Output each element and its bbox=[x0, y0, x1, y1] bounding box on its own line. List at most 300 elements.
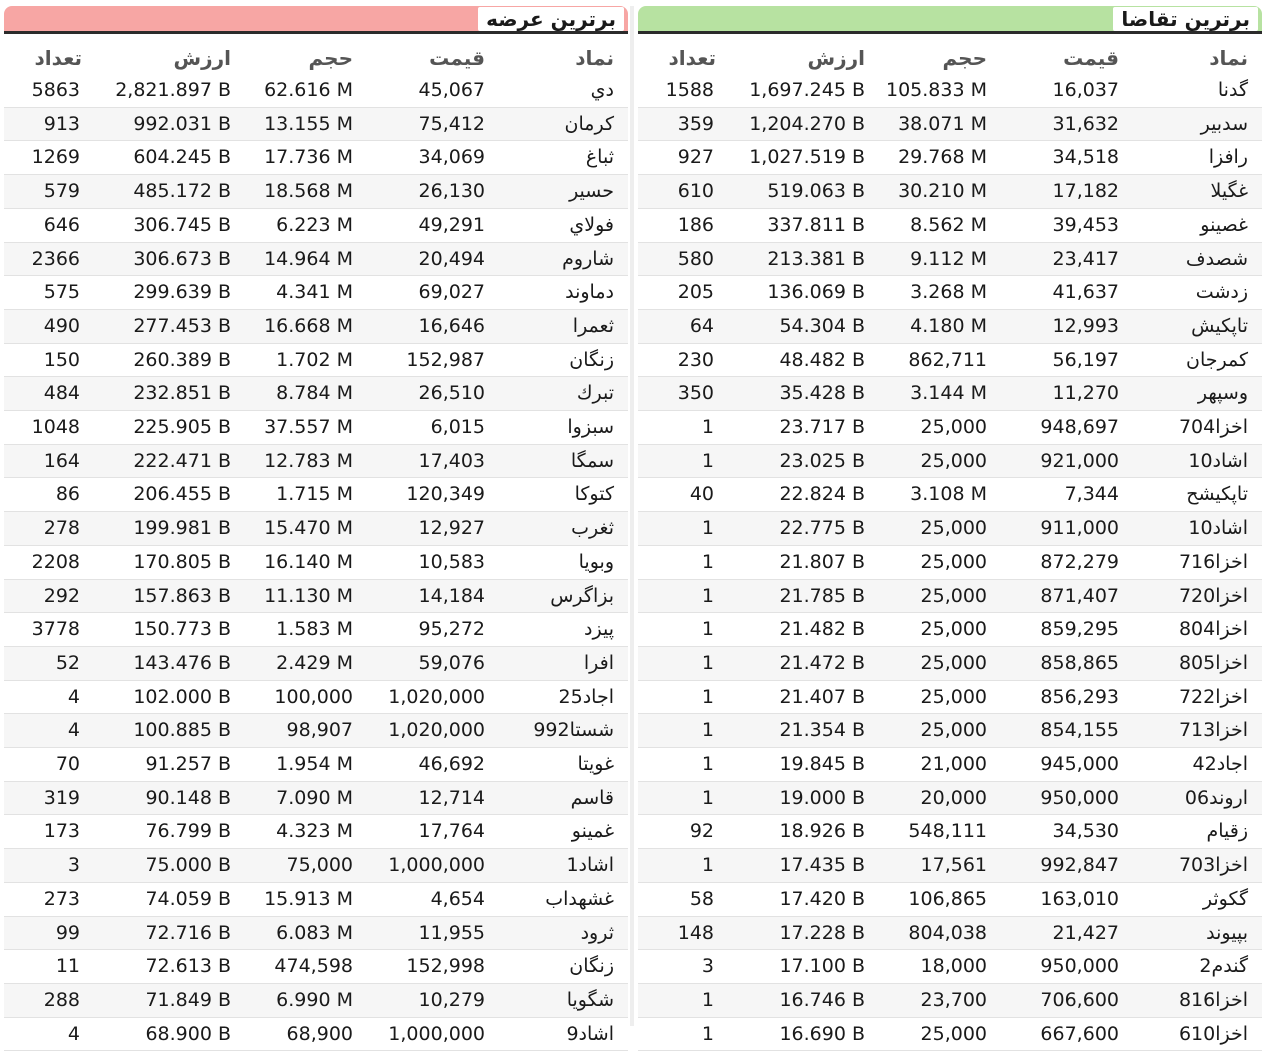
cell-volume: 14.964 M bbox=[241, 242, 363, 276]
table-row[interactable] bbox=[638, 343, 1262, 377]
table-row[interactable] bbox=[638, 714, 1262, 748]
cell-symbol[interactable]: زقيام bbox=[1129, 815, 1262, 849]
cell-volume: 1.702 M bbox=[241, 343, 363, 377]
cell-volume: 8.784 M bbox=[241, 377, 363, 411]
cell-volume: 25,000 bbox=[875, 444, 997, 478]
cell-value: 519.063 B bbox=[720, 175, 875, 209]
cell-volume: 7.090 M bbox=[241, 781, 363, 815]
cell-symbol[interactable]: گندم2 bbox=[1129, 950, 1262, 984]
cell-price: 31,632 bbox=[997, 107, 1129, 141]
cell-value: 17.435 B bbox=[720, 849, 875, 883]
column-header-price: قیمت bbox=[429, 46, 485, 70]
cell-count: 230 bbox=[638, 343, 720, 377]
cell-price: 152,987 bbox=[363, 343, 495, 377]
cell-volume: 38.071 M bbox=[875, 107, 997, 141]
cell-count: 2208 bbox=[4, 545, 86, 579]
cell-value: 102.000 B bbox=[86, 680, 241, 714]
cell-count: 2366 bbox=[4, 242, 86, 276]
cell-volume: 25,000 bbox=[875, 411, 997, 445]
cell-value: 157.863 B bbox=[86, 579, 241, 613]
table-row[interactable] bbox=[4, 882, 628, 916]
cell-price: 163,010 bbox=[997, 882, 1129, 916]
table-row[interactable] bbox=[638, 579, 1262, 613]
cell-symbol[interactable]: پيزد bbox=[495, 613, 628, 647]
table-row[interactable] bbox=[638, 141, 1262, 175]
cell-price: 17,403 bbox=[363, 444, 495, 478]
cell-symbol[interactable]: اشاد9 bbox=[495, 1017, 628, 1051]
cell-volume: 21,000 bbox=[875, 748, 997, 782]
cell-symbol[interactable]: بزاگرس bbox=[495, 579, 628, 613]
cell-count: 1 bbox=[638, 579, 720, 613]
cell-symbol[interactable]: زدشت bbox=[1129, 276, 1262, 310]
cell-price: 921,000 bbox=[997, 444, 1129, 478]
cell-value: 100.885 B bbox=[86, 714, 241, 748]
table-row[interactable] bbox=[4, 545, 628, 579]
cell-count: 4 bbox=[4, 1017, 86, 1051]
cell-value: 170.805 B bbox=[86, 545, 241, 579]
cell-symbol[interactable]: شصدف bbox=[1129, 242, 1262, 276]
cell-price: 1,020,000 bbox=[363, 680, 495, 714]
table-row[interactable] bbox=[638, 781, 1262, 815]
cell-value: 306.745 B bbox=[86, 208, 241, 242]
table-row[interactable] bbox=[4, 343, 628, 377]
cell-symbol[interactable]: ثرود bbox=[495, 916, 628, 950]
cell-volume: 11.130 M bbox=[241, 579, 363, 613]
table-row[interactable] bbox=[638, 950, 1262, 984]
cell-count: 1 bbox=[638, 646, 720, 680]
cell-value: 21.472 B bbox=[720, 646, 875, 680]
cell-symbol[interactable]: اخزا704 bbox=[1129, 411, 1262, 445]
cell-symbol[interactable]: غشهداب bbox=[495, 882, 628, 916]
cell-count: 1 bbox=[638, 613, 720, 647]
cell-volume: 25,000 bbox=[875, 646, 997, 680]
cell-value: 21.785 B bbox=[720, 579, 875, 613]
table-row[interactable] bbox=[4, 613, 628, 647]
cell-volume: 25,000 bbox=[875, 1017, 997, 1051]
cell-price: 34,518 bbox=[997, 141, 1129, 175]
cell-price: 10,583 bbox=[363, 545, 495, 579]
cell-value: 306.673 B bbox=[86, 242, 241, 276]
cell-price: 59,076 bbox=[363, 646, 495, 680]
top-supply-table bbox=[4, 34, 628, 1051]
cell-volume: 17.736 M bbox=[241, 141, 363, 175]
cell-price: 120,349 bbox=[363, 478, 495, 512]
cell-volume: 548,111 bbox=[875, 815, 997, 849]
cell-symbol[interactable]: اجاد42 bbox=[1129, 748, 1262, 782]
cell-symbol[interactable]: اخزا722 bbox=[1129, 680, 1262, 714]
cell-count: 1 bbox=[638, 411, 720, 445]
cell-volume: 16.668 M bbox=[241, 309, 363, 343]
cell-volume: 75,000 bbox=[241, 849, 363, 883]
cell-count: 319 bbox=[4, 781, 86, 815]
table-row[interactable] bbox=[638, 1017, 1262, 1051]
cell-symbol[interactable]: ثغرب bbox=[495, 512, 628, 546]
table-row[interactable] bbox=[4, 411, 628, 445]
cell-symbol[interactable]: حسير bbox=[495, 175, 628, 209]
cell-volume: 2.429 M bbox=[241, 646, 363, 680]
cell-value: 17.420 B bbox=[720, 882, 875, 916]
cell-symbol[interactable]: اخزا720 bbox=[1129, 579, 1262, 613]
cell-count: 913 bbox=[4, 107, 86, 141]
cell-count: 1 bbox=[638, 545, 720, 579]
table-row[interactable] bbox=[638, 107, 1262, 141]
table-row[interactable] bbox=[638, 512, 1262, 546]
cell-price: 871,407 bbox=[997, 579, 1129, 613]
cell-symbol[interactable]: كمرجان bbox=[1129, 343, 1262, 377]
table-row[interactable] bbox=[638, 444, 1262, 478]
table-row[interactable] bbox=[4, 309, 628, 343]
table-row[interactable] bbox=[4, 208, 628, 242]
cell-price: 12,927 bbox=[363, 512, 495, 546]
cell-value: 21.354 B bbox=[720, 714, 875, 748]
table-row[interactable] bbox=[638, 849, 1262, 883]
cell-value: 232.851 B bbox=[86, 377, 241, 411]
table-row[interactable] bbox=[638, 815, 1262, 849]
table-row[interactable] bbox=[4, 983, 628, 1017]
cell-symbol[interactable]: غمينو bbox=[495, 815, 628, 849]
table-header-row bbox=[4, 34, 628, 74]
cell-volume: 6.990 M bbox=[241, 983, 363, 1017]
cell-symbol[interactable]: بپيوند bbox=[1129, 916, 1262, 950]
cell-symbol[interactable]: وسپهر bbox=[1129, 377, 1262, 411]
cell-value: 136.069 B bbox=[720, 276, 875, 310]
table-row[interactable] bbox=[638, 613, 1262, 647]
table-row[interactable] bbox=[4, 646, 628, 680]
cell-symbol[interactable]: تاپكيش bbox=[1129, 309, 1262, 343]
cell-symbol[interactable]: گدنا bbox=[1129, 74, 1262, 107]
table-row[interactable] bbox=[638, 242, 1262, 276]
cell-price: 16,646 bbox=[363, 309, 495, 343]
table-row[interactable] bbox=[4, 377, 628, 411]
cell-value: 260.389 B bbox=[86, 343, 241, 377]
cell-price: 95,272 bbox=[363, 613, 495, 647]
column-header-volume: حجم bbox=[308, 46, 353, 70]
cell-volume: 13.155 M bbox=[241, 107, 363, 141]
top-supply-rows bbox=[4, 74, 628, 1051]
cell-price: 12,993 bbox=[997, 309, 1129, 343]
cell-volume: 105.833 M bbox=[875, 74, 997, 107]
cell-value: 17.100 B bbox=[720, 950, 875, 984]
panel-divider bbox=[630, 6, 634, 1026]
cell-count: 490 bbox=[4, 309, 86, 343]
table-row[interactable] bbox=[4, 512, 628, 546]
cell-value: 72.716 B bbox=[86, 916, 241, 950]
cell-count: 1 bbox=[638, 680, 720, 714]
table-row[interactable] bbox=[638, 882, 1262, 916]
cell-price: 49,291 bbox=[363, 208, 495, 242]
cell-value: 75.000 B bbox=[86, 849, 241, 883]
cell-symbol[interactable]: سبزوا bbox=[495, 411, 628, 445]
cell-value: 19.000 B bbox=[720, 781, 875, 815]
cell-count: 52 bbox=[4, 646, 86, 680]
cell-symbol[interactable]: اخزا805 bbox=[1129, 646, 1262, 680]
cell-price: 26,130 bbox=[363, 175, 495, 209]
cell-count: 1048 bbox=[4, 411, 86, 445]
cell-volume: 25,000 bbox=[875, 680, 997, 714]
cell-symbol[interactable]: زنگان bbox=[495, 343, 628, 377]
cell-count: 4 bbox=[4, 680, 86, 714]
top-demand-header bbox=[638, 6, 1262, 34]
cell-value: 23.717 B bbox=[720, 411, 875, 445]
cell-symbol[interactable]: دي bbox=[495, 74, 628, 107]
column-header-price: قیمت bbox=[1063, 46, 1119, 70]
column-header-count: تعداد bbox=[668, 46, 716, 70]
cell-volume: 804,038 bbox=[875, 916, 997, 950]
table-row[interactable] bbox=[638, 377, 1262, 411]
cell-value: 222.471 B bbox=[86, 444, 241, 478]
cell-count: 186 bbox=[638, 208, 720, 242]
cell-symbol[interactable]: زنگان bbox=[495, 950, 628, 984]
column-header-value: ارزش bbox=[807, 46, 865, 70]
cell-count: 1 bbox=[638, 781, 720, 815]
cell-price: 950,000 bbox=[997, 781, 1129, 815]
cell-value: 150.773 B bbox=[86, 613, 241, 647]
table-row[interactable] bbox=[638, 411, 1262, 445]
cell-symbol[interactable]: شستا992 bbox=[495, 714, 628, 748]
table-row[interactable] bbox=[4, 444, 628, 478]
top-supply-title: برترین عرضه bbox=[478, 7, 624, 31]
cell-volume: 25,000 bbox=[875, 579, 997, 613]
cell-symbol[interactable]: اشاد10 bbox=[1129, 512, 1262, 546]
cell-value: 213.381 B bbox=[720, 242, 875, 276]
cell-value: 1,697.245 B bbox=[720, 74, 875, 107]
cell-price: 41,637 bbox=[997, 276, 1129, 310]
table-row[interactable] bbox=[4, 950, 628, 984]
cell-count: 40 bbox=[638, 478, 720, 512]
table-row[interactable] bbox=[638, 208, 1262, 242]
cell-price: 7,344 bbox=[997, 478, 1129, 512]
cell-count: 58 bbox=[638, 882, 720, 916]
cell-volume: 15.470 M bbox=[241, 512, 363, 546]
cell-price: 6,015 bbox=[363, 411, 495, 445]
table-row[interactable] bbox=[4, 74, 628, 107]
cell-value: 76.799 B bbox=[86, 815, 241, 849]
cell-symbol[interactable]: اخزا716 bbox=[1129, 545, 1262, 579]
cell-volume: 98,907 bbox=[241, 714, 363, 748]
cell-symbol[interactable]: دماوند bbox=[495, 276, 628, 310]
cell-volume: 4.180 M bbox=[875, 309, 997, 343]
cell-volume: 62.616 M bbox=[241, 74, 363, 107]
cell-volume: 3.268 M bbox=[875, 276, 997, 310]
cell-volume: 6.083 M bbox=[241, 916, 363, 950]
table-row[interactable] bbox=[638, 748, 1262, 782]
table-row[interactable] bbox=[4, 815, 628, 849]
table-row[interactable] bbox=[4, 781, 628, 815]
cell-symbol[interactable]: اخزا610 bbox=[1129, 1017, 1262, 1051]
cell-count: 1 bbox=[638, 444, 720, 478]
table-row[interactable] bbox=[638, 916, 1262, 950]
table-row[interactable] bbox=[638, 680, 1262, 714]
cell-volume: 25,000 bbox=[875, 613, 997, 647]
cell-value: 206.455 B bbox=[86, 478, 241, 512]
table-row[interactable] bbox=[4, 579, 628, 613]
cell-count: 1588 bbox=[638, 74, 720, 107]
cell-price: 39,453 bbox=[997, 208, 1129, 242]
cell-price: 948,697 bbox=[997, 411, 1129, 445]
cell-price: 34,530 bbox=[997, 815, 1129, 849]
cell-symbol[interactable]: غصينو bbox=[1129, 208, 1262, 242]
cell-symbol[interactable]: شگويا bbox=[495, 983, 628, 1017]
cell-count: 5863 bbox=[4, 74, 86, 107]
cell-volume: 4.323 M bbox=[241, 815, 363, 849]
cell-volume: 25,000 bbox=[875, 545, 997, 579]
table-row[interactable] bbox=[4, 175, 628, 209]
table-row[interactable] bbox=[4, 276, 628, 310]
cell-value: 22.775 B bbox=[720, 512, 875, 546]
cell-symbol[interactable]: سمگا bbox=[495, 444, 628, 478]
cell-volume: 1.715 M bbox=[241, 478, 363, 512]
cell-value: 199.981 B bbox=[86, 512, 241, 546]
table-row[interactable] bbox=[638, 309, 1262, 343]
cell-symbol[interactable]: اخزا713 bbox=[1129, 714, 1262, 748]
table-row[interactable] bbox=[4, 141, 628, 175]
top-demand-title: برترین تقاضا bbox=[1113, 7, 1258, 31]
cell-count: 1 bbox=[638, 1017, 720, 1051]
cell-count: 1 bbox=[638, 512, 720, 546]
cell-symbol[interactable]: كتوكا bbox=[495, 478, 628, 512]
table-row[interactable] bbox=[4, 714, 628, 748]
cell-volume: 37.557 M bbox=[241, 411, 363, 445]
cell-price: 859,295 bbox=[997, 613, 1129, 647]
cell-value: 35.428 B bbox=[720, 377, 875, 411]
table-row[interactable] bbox=[4, 1017, 628, 1051]
cell-count: 288 bbox=[4, 983, 86, 1017]
cell-price: 950,000 bbox=[997, 950, 1129, 984]
table-row[interactable] bbox=[638, 646, 1262, 680]
cell-count: 646 bbox=[4, 208, 86, 242]
cell-price: 75,412 bbox=[363, 107, 495, 141]
cell-symbol[interactable]: اجاد25 bbox=[495, 680, 628, 714]
table-row[interactable] bbox=[638, 175, 1262, 209]
cell-volume: 862,711 bbox=[875, 343, 997, 377]
top-demand-table bbox=[638, 34, 1262, 1051]
cell-count: 575 bbox=[4, 276, 86, 310]
column-header-symbol: نماد bbox=[575, 46, 614, 70]
cell-symbol[interactable]: ثباغ bbox=[495, 141, 628, 175]
table-header-row bbox=[638, 34, 1262, 74]
cell-count: 64 bbox=[638, 309, 720, 343]
cell-volume: 1.954 M bbox=[241, 748, 363, 782]
cell-symbol[interactable]: تبرك bbox=[495, 377, 628, 411]
cell-volume: 29.768 M bbox=[875, 141, 997, 175]
table-row[interactable] bbox=[4, 242, 628, 276]
cell-price: 1,020,000 bbox=[363, 714, 495, 748]
cell-price: 667,600 bbox=[997, 1017, 1129, 1051]
cell-price: 152,998 bbox=[363, 950, 495, 984]
cell-volume: 20,000 bbox=[875, 781, 997, 815]
cell-price: 69,027 bbox=[363, 276, 495, 310]
cell-symbol[interactable]: كرمان bbox=[495, 107, 628, 141]
top-demand-rows bbox=[638, 74, 1262, 1051]
cell-price: 706,600 bbox=[997, 983, 1129, 1017]
table-row[interactable] bbox=[4, 849, 628, 883]
cell-symbol[interactable]: اخزا816 bbox=[1129, 983, 1262, 1017]
cell-symbol[interactable]: اروند06 bbox=[1129, 781, 1262, 815]
cell-price: 911,000 bbox=[997, 512, 1129, 546]
table-row[interactable] bbox=[638, 74, 1262, 107]
cell-value: 19.845 B bbox=[720, 748, 875, 782]
cell-value: 337.811 B bbox=[720, 208, 875, 242]
cell-volume: 25,000 bbox=[875, 714, 997, 748]
cell-symbol[interactable]: اخزا804 bbox=[1129, 613, 1262, 647]
cell-value: 71.849 B bbox=[86, 983, 241, 1017]
cell-count: 292 bbox=[4, 579, 86, 613]
cell-count: 86 bbox=[4, 478, 86, 512]
cell-value: 23.025 B bbox=[720, 444, 875, 478]
cell-price: 21,427 bbox=[997, 916, 1129, 950]
cell-count: 610 bbox=[638, 175, 720, 209]
cell-price: 23,417 bbox=[997, 242, 1129, 276]
cell-price: 45,067 bbox=[363, 74, 495, 107]
table-row[interactable] bbox=[4, 916, 628, 950]
top-supply-header bbox=[4, 6, 628, 34]
cell-symbol[interactable]: اشاد10 bbox=[1129, 444, 1262, 478]
cell-value: 54.304 B bbox=[720, 309, 875, 343]
cell-symbol[interactable]: شاروم bbox=[495, 242, 628, 276]
cell-symbol[interactable]: اشاد1 bbox=[495, 849, 628, 883]
cell-value: 21.407 B bbox=[720, 680, 875, 714]
cell-value: 485.172 B bbox=[86, 175, 241, 209]
cell-count: 3 bbox=[4, 849, 86, 883]
cell-value: 90.148 B bbox=[86, 781, 241, 815]
cell-symbol[interactable]: غگيلا bbox=[1129, 175, 1262, 209]
cell-symbol[interactable]: قاسم bbox=[495, 781, 628, 815]
cell-price: 17,764 bbox=[363, 815, 495, 849]
cell-count: 580 bbox=[638, 242, 720, 276]
cell-price: 858,865 bbox=[997, 646, 1129, 680]
cell-symbol[interactable]: رافزا bbox=[1129, 141, 1262, 175]
cell-count: 1 bbox=[638, 983, 720, 1017]
cell-volume: 9.112 M bbox=[875, 242, 997, 276]
cell-symbol[interactable]: غويتا bbox=[495, 748, 628, 782]
table-row[interactable] bbox=[638, 545, 1262, 579]
table-row[interactable] bbox=[4, 748, 628, 782]
table-row[interactable] bbox=[4, 107, 628, 141]
cell-volume: 3.108 M bbox=[875, 478, 997, 512]
cell-count: 273 bbox=[4, 882, 86, 916]
cell-volume: 106,865 bbox=[875, 882, 997, 916]
cell-symbol[interactable]: افرا bbox=[495, 646, 628, 680]
cell-count: 278 bbox=[4, 512, 86, 546]
cell-value: 48.482 B bbox=[720, 343, 875, 377]
cell-volume: 12.783 M bbox=[241, 444, 363, 478]
cell-volume: 6.223 M bbox=[241, 208, 363, 242]
cell-symbol[interactable]: ثعمرا bbox=[495, 309, 628, 343]
cell-count: 1269 bbox=[4, 141, 86, 175]
cell-value: 277.453 B bbox=[86, 309, 241, 343]
cell-value: 21.482 B bbox=[720, 613, 875, 647]
cell-symbol[interactable]: اخزا703 bbox=[1129, 849, 1262, 883]
table-row[interactable] bbox=[638, 478, 1262, 512]
cell-value: 21.807 B bbox=[720, 545, 875, 579]
cell-symbol[interactable]: گكوثر bbox=[1129, 882, 1262, 916]
cell-symbol[interactable]: سدبير bbox=[1129, 107, 1262, 141]
table-row[interactable] bbox=[638, 983, 1262, 1017]
table-row[interactable] bbox=[4, 478, 628, 512]
cell-count: 92 bbox=[638, 815, 720, 849]
cell-value: 74.059 B bbox=[86, 882, 241, 916]
cell-volume: 100,000 bbox=[241, 680, 363, 714]
table-row[interactable] bbox=[638, 276, 1262, 310]
cell-symbol[interactable]: تاپكيشح bbox=[1129, 478, 1262, 512]
cell-symbol[interactable]: وبويا bbox=[495, 545, 628, 579]
cell-count: 579 bbox=[4, 175, 86, 209]
cell-volume: 30.210 M bbox=[875, 175, 997, 209]
table-row[interactable] bbox=[4, 680, 628, 714]
cell-price: 20,494 bbox=[363, 242, 495, 276]
cell-price: 14,184 bbox=[363, 579, 495, 613]
cell-symbol[interactable]: فولاي bbox=[495, 208, 628, 242]
